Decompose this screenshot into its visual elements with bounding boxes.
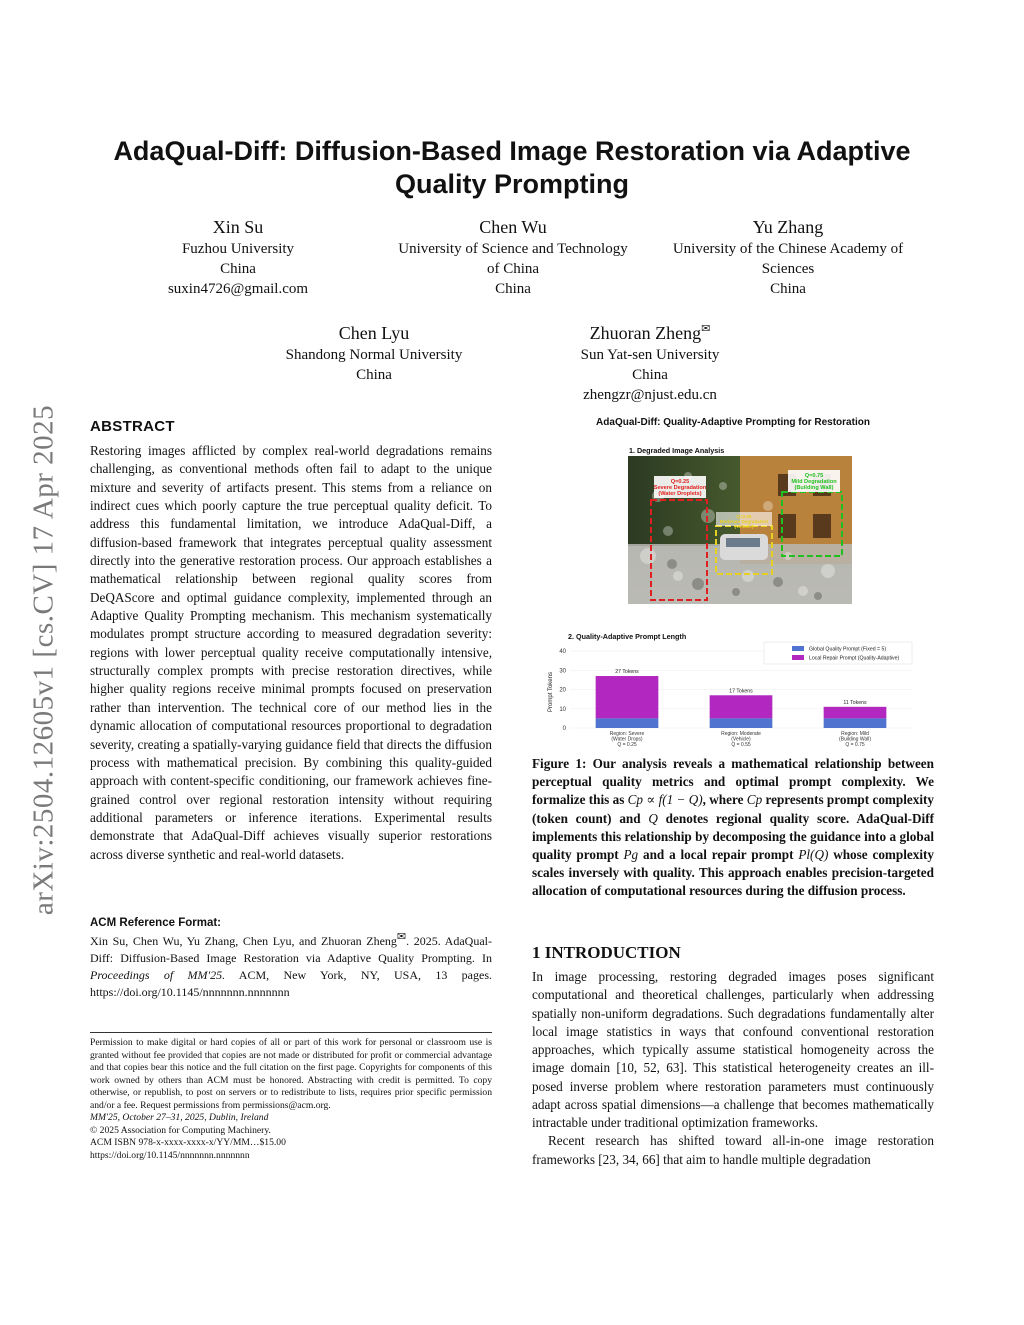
legend-label-global: Global Quality Prompt (Fixed = 5) <box>809 646 887 653</box>
intro-paragraph-1: In image processing, restoring degraded images poses significant computational and theoretical challenges, particularly when addressing spatially non-uniform degradations. Such degradations fundamentally alter local image statistics in ways that confound conventional restoration approaches, which typically assume statistical homogeneity across the image domain [10, 52, 63]. This statistical heterogeneity creates an ill-posed inverse problem where restoration parameters must continuously adapt across spatial dimensions—a challenge that becomes mathematically intractable under traditional optimization frameworks. <box>532 969 934 1130</box>
author-name: Chen Lyu <box>338 323 410 343</box>
corresponding-author-envelope-icon: ✉ <box>701 323 711 335</box>
conference-info: MM'25, October 27–31, 2025, Dublin, Ireland <box>90 1112 269 1123</box>
author-name: Chen Wu <box>479 217 547 237</box>
author-block <box>530 321 770 405</box>
envelope-icon: ✉ <box>396 931 407 943</box>
section-heading-introduction: 1 INTRODUCTION <box>532 943 681 962</box>
prompt-length-chart <box>540 640 930 754</box>
caption-formula: Cp ∝ f(1 − Q) <box>627 792 703 808</box>
degraded-image <box>628 456 852 604</box>
permission-text: Permission to make digital or hard copies of all or part of this work for personal or classroom use is granted without fee provided that copies are not made or distributed for profit or commercial advantage and that copies bear this notice and the full citation on the first page. Copyrights for components of this work owned by others than ACM must be honored. Abstracting with credit is permitted. To copy otherwise, or republish, to post on servers or to redistribute to lists, requires prior specific permission and/or a fee. Request permissions from permissions@acm.org. <box>90 1037 492 1111</box>
author-block <box>372 215 654 299</box>
box2-label-line2: Moderate Degradation <box>719 519 769 524</box>
caption-text-3: denotes regional quality score. AdaQual-Diff implements this relationship by decomposing the guidance into a global quality prompt <box>532 810 935 863</box>
author-country: China <box>220 261 256 277</box>
bar-global-prompt <box>824 718 887 728</box>
acm-reference-heading: ACM Reference Format: <box>90 917 221 929</box>
author-country: China <box>632 367 668 383</box>
author-name: Yu Zhang <box>752 217 824 237</box>
bar-local-prompt <box>596 676 659 718</box>
legend-label-local: Local Repair Prompt (Quality-Adaptive) <box>809 655 900 662</box>
y-tick-label: 10 <box>559 706 566 713</box>
acm-ref-venue: Proceedings of MM'25. <box>90 968 226 982</box>
author-affiliation: University of Science and Technology <box>398 241 628 257</box>
author-name: Xin Su <box>212 217 264 237</box>
acm-ref-publisher: ACM, New York, NY, USA, 13 pages. https://doi.org/10.1145/nnnnnnn.nnnnnnn <box>90 968 492 999</box>
introduction-text <box>532 968 934 1169</box>
bar-local-prompt <box>710 695 773 718</box>
author-email: zhengzr@njust.edu.cn <box>583 387 717 403</box>
caption-pl: Pl(Q) <box>798 847 829 863</box>
y-tick-label: 30 <box>559 668 566 675</box>
author-affiliation: Shandong Normal University <box>285 347 463 363</box>
caption-lead: Figure 1: Our analysis reveals a mathematical relationship between perceptual quality metrics and optimal prompt complexity. We formalize this as <box>532 756 934 808</box>
caption-text-4: and a local repair prompt <box>638 847 799 863</box>
box1-label-line2: Severe Degradation <box>653 485 707 491</box>
x-category-label: Region: Moderate <box>721 731 761 737</box>
bar-global-prompt <box>596 718 659 728</box>
doi-line: https://doi.org/10.1145/nnnnnnn.nnnnnnn <box>90 1149 250 1161</box>
bar-data-label: 17 Tokens <box>729 688 753 695</box>
panel1-title: 1. Degraded Image Analysis <box>629 446 725 455</box>
author-country: China <box>495 281 531 297</box>
caption-tail: whose complexity scales inversely with quality. This approach enables precision-targeted allocation of computational resources during the diffusion process. <box>532 847 934 899</box>
author-affiliation: University of the Chinese Academy of <box>672 241 904 257</box>
copyright-line: © 2025 Association for Computing Machinery. <box>90 1124 271 1136</box>
bar-global-prompt <box>710 718 773 728</box>
y-tick-label: 20 <box>559 687 566 694</box>
caption-text-2: represents prompt complexity (token count) and <box>532 792 934 826</box>
panel2-title: 2. Quality-Adaptive Prompt Length <box>568 632 687 641</box>
abstract-text: Restoring images afflicted by complex real-world degradations remains challenging, as conventional methods often fail to adapt to the unique mixture and severity of artifacts present. This stems from a reliance on indirect cues which poorly capture the true perceptual quality deficit. To address this fundamental limitation, we introduce AdaQual-Diff, a diffusion-based framework that integrates perceptual quality assessment directly into the generative restoration process. Our approach establishes a mathematical relationship between regional quality scores from DeQAScore and optimal guidance complexity, implemented through an Adaptive Quality Prompting mechanism. This mechanism systematically modulates prompt structure according to measured degradation severity: regions with lower perceptual quality receive computationally intensive, structurally complex prompts with precise restoration directives, while higher quality regions receive minimal prompts focused on preservation rather than intervention. The technical core of our method lies in the dynamic allocation of computational resources proportional to degradation severity, creating a spatially-varying guidance field that directs the diffusion process with mathematical precision. By combining this quality-guided approach with content-specific conditioning, our framework achieves fine-grained control over regional restoration intensity without requiring additional parameters or inference iterations. Experimental results demonstrate that AdaQual-Diff achieves visually superior restorations across diverse synthetic and real-world datasets. <box>90 443 492 862</box>
box3-label-line2: Mild Degradation <box>791 479 837 485</box>
y-axis-label: Prompt Tokens <box>548 672 554 712</box>
x-category-label: (Building Wall) <box>838 736 872 743</box>
x-category-label: Q = 0.55 <box>731 742 751 749</box>
box3-label-line1: Q=0.75 <box>804 473 824 479</box>
author-block <box>138 215 338 299</box>
chart-legend <box>764 642 912 664</box>
x-category-label: Q = 0.25 <box>617 742 637 749</box>
x-category-label: Region: Mild <box>841 731 869 737</box>
box1-label-line1: Q=0.25 <box>670 479 690 485</box>
intro-paragraph-2: Recent research has shifted toward all-in-one image restoration frameworks [23, 34, 66] that aim to handle multiple degradation <box>532 1133 934 1167</box>
figure-caption <box>532 755 934 901</box>
caption-q: Q <box>648 810 658 826</box>
acm-reference-text <box>90 933 492 1001</box>
author-affiliation-cont: Sciences <box>761 261 815 277</box>
x-category-label: (Water Drops) <box>611 736 643 743</box>
legend-swatch-global <box>792 646 804 651</box>
box2-label-line1: Q=0.55 <box>736 514 752 519</box>
permission-block <box>90 1037 492 1162</box>
y-tick-label: 40 <box>559 649 566 655</box>
author-email: suxin4726@gmail.com <box>167 281 309 297</box>
acm-ref-title: . 2025. AdaQual-Diff: Diffusion-Based Image Restoration via Adaptive Quality Prompting. In <box>90 934 492 965</box>
x-category-label: Q = 0.75 <box>845 742 865 749</box>
author-country: China <box>770 281 806 297</box>
bar-data-label: 27 Tokens <box>615 669 639 676</box>
y-tick-label: 0 <box>562 726 566 732</box>
legend-swatch-local <box>792 655 804 660</box>
box3-label-line3: (Building Wall) <box>794 485 834 491</box>
author-block <box>650 215 926 299</box>
author-affiliation: Fuzhou University <box>181 241 295 257</box>
box2-label-line3: (Vehicle) <box>734 524 754 529</box>
degraded-photo-illustration <box>628 456 852 604</box>
box1-label-line3: (Water Droplets) <box>658 491 702 497</box>
author-name: Zhuoran Zheng <box>589 323 702 343</box>
arxiv-identifier: arXiv:2504.12605v1 [cs.CV] 17 Apr 2025 <box>27 404 60 916</box>
author-country: China <box>356 367 392 383</box>
author-affiliation-cont: of China <box>486 261 540 277</box>
bar-local-prompt <box>824 707 887 719</box>
author-affiliation: Sun Yat-sen University <box>580 347 720 363</box>
caption-text-1: , where <box>702 792 747 808</box>
author-block <box>254 321 494 385</box>
paper-title: AdaQual-Diff: Diffusion-Based Image Restoration via Adaptive Quality Prompting <box>113 136 911 199</box>
x-category-label: (Vehicle) <box>731 736 751 743</box>
isbn-line: ACM ISBN 978-x-xxxx-xxxx-x/YY/MM…$15.00 <box>90 1137 286 1148</box>
footnote-divider <box>90 1032 492 1033</box>
figure-title: AdaQual-Diff: Quality-Adaptive Prompting for Restoration <box>596 417 870 428</box>
bar-data-label: 11 Tokens <box>843 699 867 706</box>
caption-pg: Pg <box>623 847 639 863</box>
x-category-label: Region: Severe <box>609 731 645 737</box>
caption-cp: Cp <box>746 792 763 808</box>
acm-ref-authors: Xin Su, Chen Wu, Yu Zhang, Chen Lyu, and Zhuoran Zheng <box>90 934 397 948</box>
abstract-heading: ABSTRACT <box>90 418 175 435</box>
